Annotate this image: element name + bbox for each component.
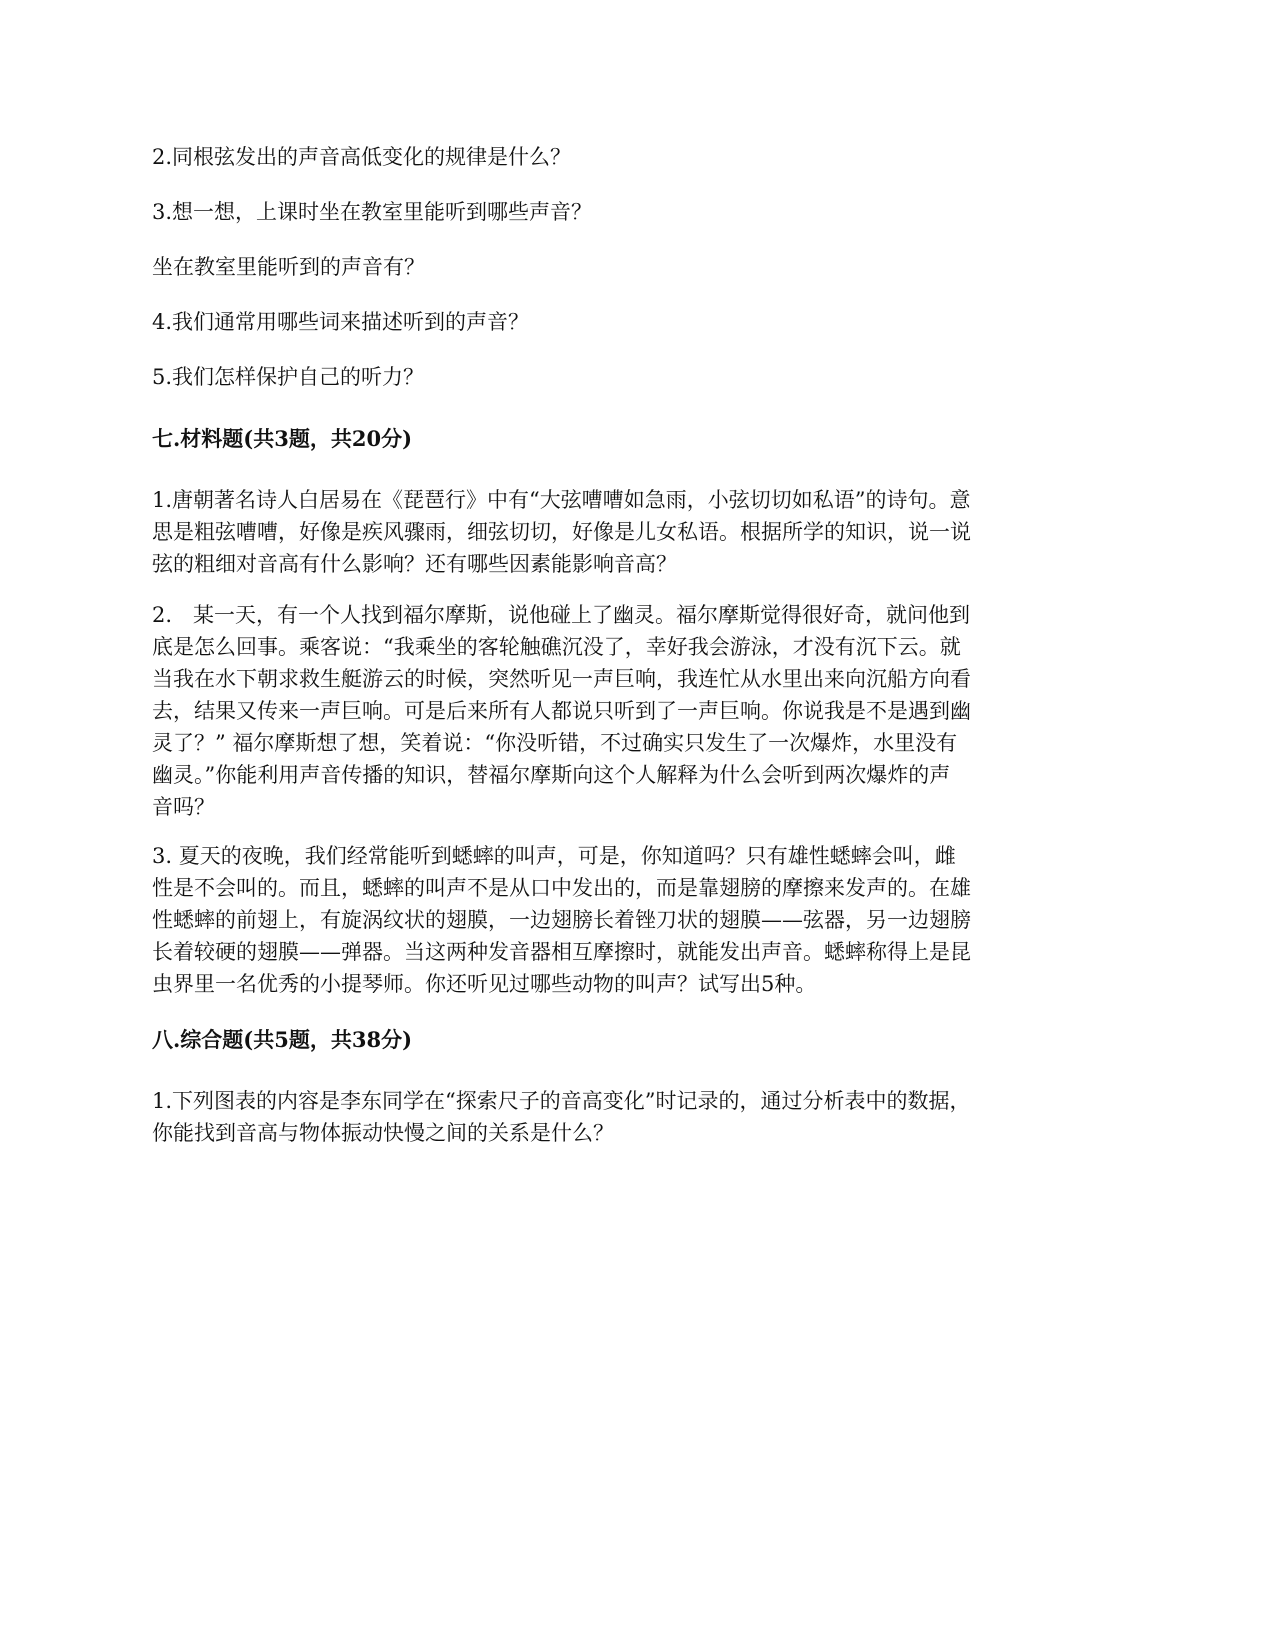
question-8-1-line: 你能找到音高与物体振动快慢之间的关系是什么？ bbox=[152, 1121, 614, 1145]
question-7-3-line: 性蟋蟀的前翅上，有旋涡纹状的翅膜，一边翅膀长着锉刀状的翅膜——弦器，另一边翅膀 bbox=[152, 908, 971, 932]
question-6-5: 5.我们怎样保护自己的听力？ bbox=[152, 365, 425, 389]
question-7-3-line: 性是不会叫的。而且，蟋蟀的叫声不是从口中发出的，而是靠翅膀的摩擦来发声的。在雄 bbox=[152, 876, 971, 900]
question-7-1-line: 1.唐朝著名诗人白居易在《琵琶行》中有“大弦嘈嘈如急雨，小弦切切如私语”的诗句。意 bbox=[152, 488, 971, 512]
question-7-1-line: 思是粗弦嘈嘈，好像是疾风骤雨，细弦切切，好像是儿女私语。根据所学的知识，说一说 bbox=[152, 520, 971, 544]
question-7-3 bbox=[152, 840, 1132, 1000]
question-6-3: 3.想一想，上课时坐在教室里能听到哪些声音？ bbox=[152, 200, 593, 224]
question-7-2-line: 去，结果又传来一声巨响。可是后来所有人都说只听到了一声巨响。你说我是不是遇到幽 bbox=[152, 699, 971, 723]
question-7-3-line: 长着较硬的翅膜——弹器。当这两种发音器相互摩擦时，就能发出声音。蟋蟀称得上是昆 bbox=[152, 940, 971, 964]
question-7-2-line: 灵了？” 福尔摩斯想了想，笑着说：“你没听错，不过确实只发生了一次爆炸，水里没有 bbox=[152, 731, 958, 755]
question-8-1-line: 1.下列图表的内容是李东同学在“探索尺子的音高变化”时记录的，通过分析表中的数据， bbox=[152, 1089, 971, 1113]
question-6-3-answer-prompt: 坐在教室里能听到的声音有？ bbox=[152, 255, 425, 279]
question-7-1-line: 弦的粗细对音高有什么影响？还有哪些因素能影响音高？ bbox=[152, 552, 677, 576]
question-7-2 bbox=[152, 599, 1132, 823]
question-7-2-line: 底是怎么回事。乘客说：“我乘坐的客轮触礁沉没了，幸好我会游泳，才没有沉下云。就 bbox=[152, 635, 961, 659]
question-7-3-line: 虫界里一名优秀的小提琴师。你还听见过哪些动物的叫声？试写出5种。 bbox=[152, 972, 817, 996]
question-7-3-line: 3. 夏天的夜晚，我们经常能听到蟋蟀的叫声，可是，你知道吗？只有雄性蟋蟀会叫，雌 bbox=[152, 844, 956, 868]
question-6-4: 4.我们通常用哪些词来描述听到的声音？ bbox=[152, 310, 530, 334]
question-7-2-line: 音吗？ bbox=[152, 795, 215, 819]
question-6-2: 2.同根弦发出的声音高低变化的规律是什么？ bbox=[152, 145, 572, 169]
question-7-2-line: 2. 某一天，有一个人找到福尔摩斯，说他碰上了幽灵。福尔摩斯觉得很好奇，就问他到 bbox=[152, 603, 971, 627]
question-7-1 bbox=[152, 484, 1132, 580]
question-8-1 bbox=[152, 1085, 1132, 1149]
section-8-heading: 八.综合题(共5题，共38分) bbox=[152, 1027, 413, 1052]
section-7-heading: 七.材料题(共3题，共20分) bbox=[152, 426, 413, 451]
question-7-2-line: 当我在水下朝求救生艇游云的时候，突然听见一声巨响，我连忙从水里出来向沉船方向看 bbox=[152, 667, 971, 691]
question-7-2-line: 幽灵。”你能利用声音传播的知识，替福尔摩斯向这个人解释为什么会听到两次爆炸的声 bbox=[152, 763, 951, 787]
